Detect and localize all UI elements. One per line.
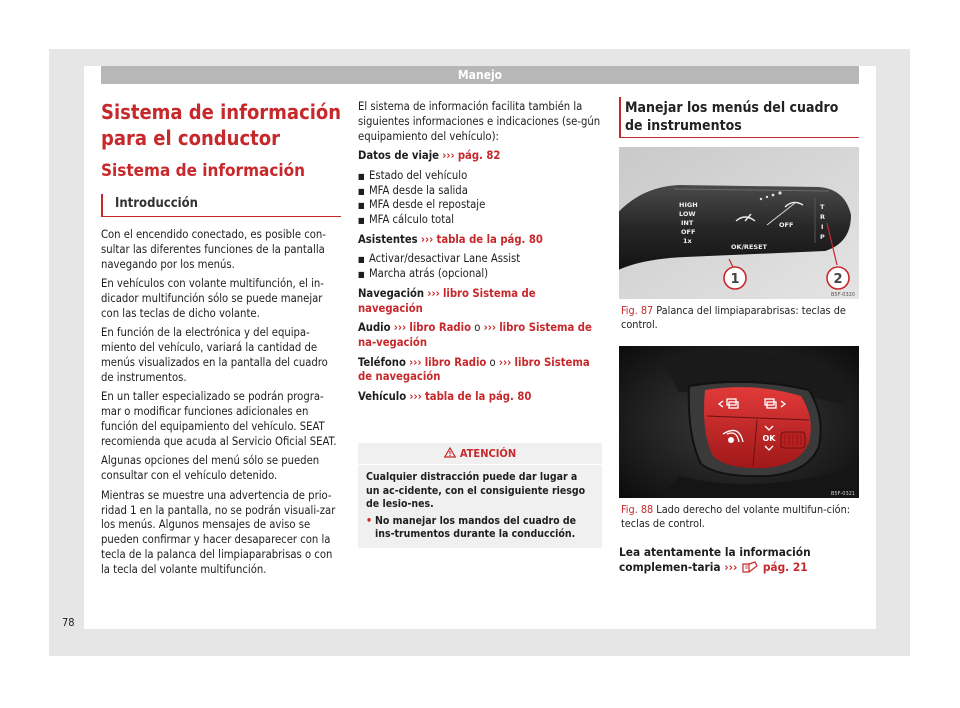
assistants-line: Asistentes ››› tabla de la pág. 80 [358,232,543,246]
lever-label: HIGH [679,201,698,209]
paragraph: Con el encendido conectado, es posible con-sultar las diferentes funciones de la pantalla navegando por los menús. [101,228,326,271]
page-link[interactable]: pág. 21 [762,560,808,574]
lever-label: INT [681,219,694,227]
figure-caption: Fig. 87 Palanca del limpiaparabrisas: teclas de control. [621,304,846,331]
paragraph: El sistema de información facilita también la siguientes informaciones e indicaciones (se-gún equipamiento del vehículo): [358,100,601,143]
warning-text: Cualquier distracción puede dar lugar a un ac-cidente, con el consiguiente riesgo de lesio-nes. [366,471,586,510]
lever-label: I [821,223,824,231]
paragraph: En función de la electrónica y del equipa-miento del vehículo, variará la cantidad de menús visualizados en la pantalla del cuadro de instrumentos. [101,326,328,384]
paragraph: Algunas opciones del menú sólo se pueden consultar con el vehículo detenido. [101,454,320,483]
subsection-title: Introducción [115,196,199,211]
warning-body [358,465,602,548]
lever-label: OFF [779,221,794,229]
chapter-header: Manejo [101,66,859,84]
paragraph: En un taller especializado se podrán progra-mar o modificar funciones adicionales en función del equipamiento del vehículo. SEAT recomienda que acuda al Servicio Oficial SEAT. [101,390,337,448]
lever-label: R [820,213,826,221]
lever-label: LOW [679,210,696,218]
callout-1: 1 [730,272,740,287]
callout-2: 2 [833,272,843,287]
book-link[interactable]: libro Radio [409,321,471,335]
heading-rule [619,137,859,138]
figure-code: B5F-0320 [830,292,855,298]
page-number: 78 [62,616,75,629]
list-item: ■ MFA desde la salida [358,184,602,199]
navigation-line: Navegación ››› libro Sistema de navegación [358,286,536,315]
page-link[interactable]: pág. 82 [457,149,501,163]
warning-bullet: • No manejar los mandos del cuadro de ins-trumentos durante la conducción. [366,514,577,540]
list-item: ■ Marcha atrás (opcional) [358,267,602,282]
book-link[interactable]: libro Sistema de navegación [358,355,590,384]
intro-text [101,228,343,582]
ok-reset-label: OK/RESET [731,243,767,251]
ok-button-label: OK [762,434,776,443]
lever-label: P [820,233,825,241]
figure-87 [619,147,859,331]
wiper-lever-illustration [619,147,859,299]
section-title: Sistema de información [101,161,306,181]
section-heading: Manejar los menús del cuadro de instrumentos [625,100,839,134]
steering-wheel-image [619,346,859,498]
list-item: ■ MFA desde el repostaje [358,198,602,213]
wiper-lever-image [619,147,859,299]
list-item: ■ Estado del vehículo [358,169,602,184]
vehicle-line: Vehículo ››› tabla de la pág. 80 [358,389,532,403]
lever-label: T [820,203,825,211]
page-title: Sistema de información para el conductor [101,100,342,150]
figure-caption: Fig. 88 Lado derecho del volante multifun-ción: teclas de control. [621,503,851,530]
book-icon [741,560,759,573]
trip-data-line: Datos de viaje ››› pág. 82 [358,149,501,163]
paragraph: Mientras se muestre una advertencia de prio-ridad 1 en la pantalla, no se podrán visuali-zar los menús. Algunos mensajes de aviso se pueden confirmar y hacer desaparecer con la tecla de la palanca del limpiaparabrisas o con la tecla del volante multifunción. [101,488,336,576]
audio-line: Audio ››› libro Radio o ››› libro Sistema de na-vegación [358,321,592,349]
lever-label: OFF [681,228,696,236]
steering-wheel-illustration [619,346,859,498]
additional-info-note: Lea atentamente la información complemen-taria ››› pág. 21 [619,545,811,574]
warning-box [358,443,602,548]
phone-line: Teléfono ››› libro Radio o ››› libro Sistema de navegación [358,355,590,384]
list-item: ■ MFA cálculo total [358,213,602,228]
book-link[interactable]: libro Sistema de na-vegación [358,321,592,349]
figure-88 [619,346,859,530]
figure-code: B5F-0321 [830,491,855,497]
info-list [358,100,602,410]
paragraph: En vehículos con volante multifunción, el in-dicador multifunción sólo se puede manejar con las teclas de dicho volante. [101,277,324,320]
list-item: ■ Activar/desactivar Lane Assist [358,252,602,267]
heading-rule [101,216,341,217]
book-link[interactable]: libro Radio [424,355,487,369]
page-link[interactable]: tabla de la pág. 80 [424,389,532,403]
warning-header: ATENCIÓN [358,443,602,465]
page-link[interactable]: tabla de la pág. 80 [436,232,543,246]
warning-triangle-icon [444,447,456,458]
lever-label: 1x [683,237,692,245]
book-link[interactable]: libro Sistema de navegación [358,286,536,315]
